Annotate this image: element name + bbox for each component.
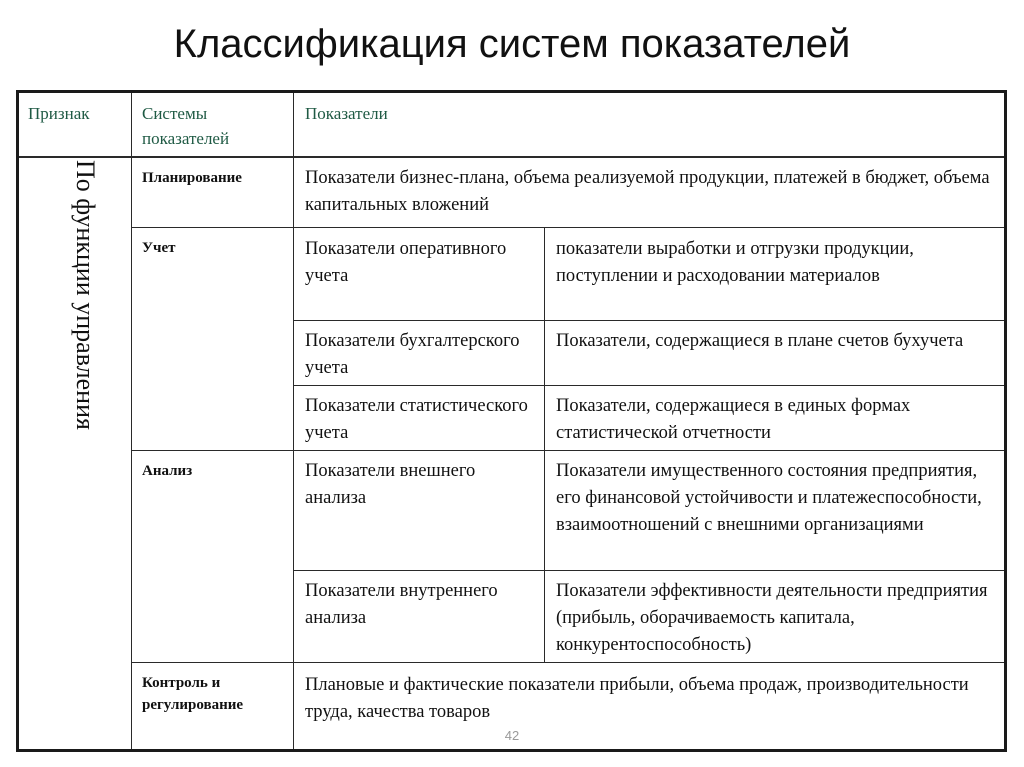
- row-divider: [293, 320, 1004, 321]
- row-divider: [131, 450, 1004, 451]
- external-analysis-desc: Показатели имущественного состояния предприятия, его финансовой устойчивости и платежеспособности, взаимоотношений с внешними организациями: [556, 461, 982, 535]
- page-number: 42: [504, 728, 520, 743]
- statistical-accounting-desc: Показатели, содержащиеся в единых формах статистической отчетности: [556, 396, 911, 443]
- row-divider: [131, 227, 1004, 228]
- column-divider: [293, 93, 294, 749]
- column-divider: [544, 228, 545, 662]
- statistical-accounting-name: Показатели статистического учета: [305, 396, 528, 443]
- header-divider: [19, 156, 1004, 158]
- header-indicators: Показатели: [305, 104, 388, 123]
- operational-accounting-desc: показатели выработки и отгрузки продукции, поступлении и расходовании материалов: [556, 239, 914, 286]
- feature-label: По функции управления: [71, 160, 100, 430]
- control-indicators: Плановые и фактические показатели прибыли, объема продаж, производительности труда, качества товаров: [305, 675, 969, 722]
- system-control: Контроль и регулирование: [142, 675, 244, 713]
- header-feature: Признак: [28, 104, 90, 123]
- system-analysis: Анализ: [142, 463, 193, 479]
- header-systems: Системы показателей: [142, 104, 230, 148]
- planning-indicators: Показатели бизнес-плана, объема реализуемой продукции, платежей в бюджет, объема капитальных вложений: [305, 168, 990, 215]
- external-analysis-name: Показатели внешнего анализа: [305, 461, 476, 508]
- bookkeeping-name: Показатели бухгалтерского учета: [305, 331, 520, 378]
- system-planning: Планирование: [142, 170, 242, 186]
- slide-title: Классификация систем показателей: [173, 22, 851, 66]
- column-divider: [131, 93, 132, 749]
- row-divider: [293, 570, 1004, 571]
- row-divider: [293, 385, 1004, 386]
- bookkeeping-desc: Показатели, содержащиеся в плане счетов бухучета: [556, 331, 964, 351]
- row-divider: [131, 662, 1004, 663]
- internal-analysis-name: Показатели внутреннего анализа: [305, 581, 498, 628]
- system-accounting: Учет: [142, 240, 176, 256]
- internal-analysis-desc: Показатели эффективности деятельности предприятия (прибыль, оборачиваемость капитала, конкурентоспособность): [556, 581, 988, 655]
- operational-accounting-name: Показатели оперативного учета: [305, 239, 507, 286]
